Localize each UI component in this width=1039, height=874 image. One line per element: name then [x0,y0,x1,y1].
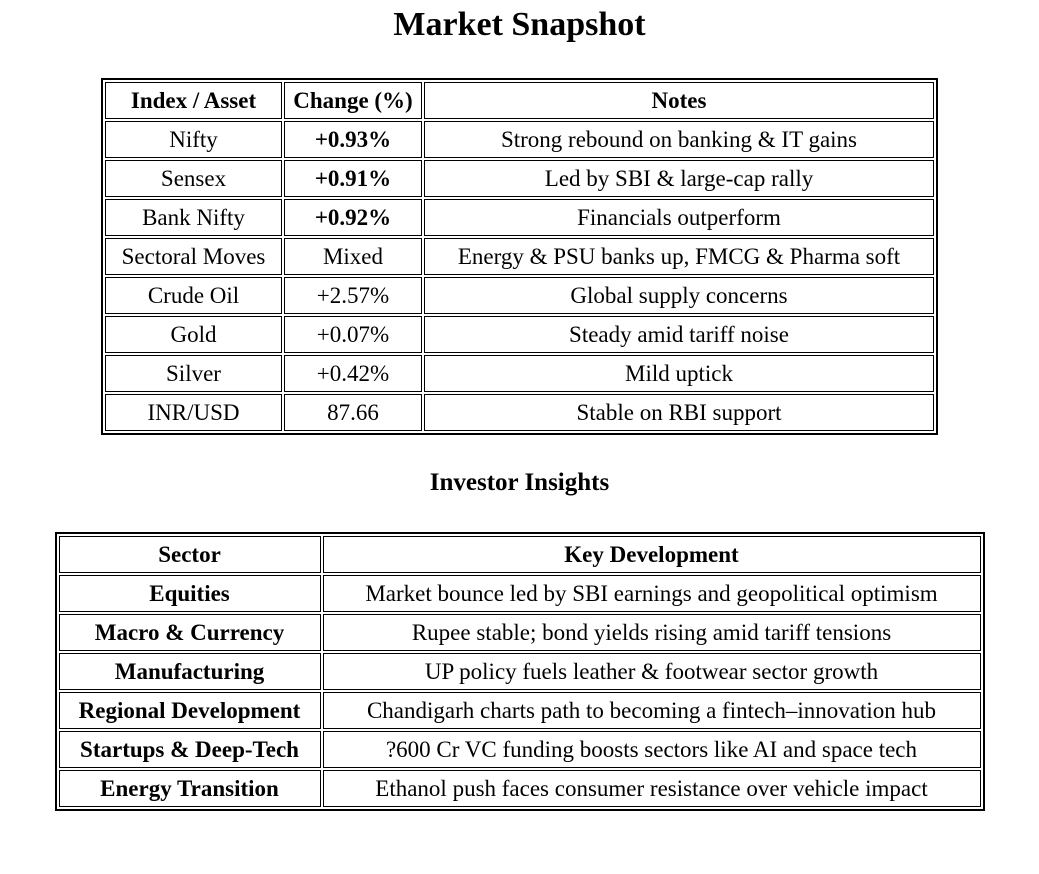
notes-cell: Strong rebound on banking & IT gains [424,121,934,158]
table-row [105,121,934,158]
sector-cell: Macro & Currency [59,614,321,651]
sector-cell: Energy Transition [59,770,321,807]
table-row [105,355,934,392]
asset-cell: INR/USD [105,394,282,431]
development-cell: UP policy fuels leather & footwear sector growth [323,653,981,690]
sector-cell: Startups & Deep-Tech [59,731,321,768]
sector-cell: Regional Development [59,692,321,729]
investor-insights-table [55,532,985,811]
notes-cell: Global supply concerns [424,277,934,314]
notes-cell: Stable on RBI support [424,394,934,431]
market-header-row [105,82,934,119]
notes-header: Notes [424,82,934,119]
notes-cell: Steady amid tariff noise [424,316,934,353]
change-cell: +0.42% [284,355,422,392]
notes-cell: Mild uptick [424,355,934,392]
table-row [105,160,934,197]
development-cell: Ethanol push faces consumer resistance over vehicle impact [323,770,981,807]
change-cell: 87.66 [284,394,422,431]
table-row [59,770,981,807]
change-cell: +0.93% [284,121,422,158]
development-header: Key Development [323,536,981,573]
market-snapshot-table [101,78,938,435]
change-cell: +0.91% [284,160,422,197]
asset-cell: Sectoral Moves [105,238,282,275]
investor-insights-title: Investor Insights [429,469,610,496]
table-row [105,394,934,431]
asset-cell: Bank Nifty [105,199,282,236]
sector-cell: Manufacturing [59,653,321,690]
table-row [105,199,934,236]
notes-cell: Led by SBI & large-cap rally [424,160,934,197]
table-row [59,731,981,768]
development-cell: Chandigarh charts path to becoming a fintech–innovation hub [323,692,981,729]
asset-cell: Gold [105,316,282,353]
change-header: Change (%) [284,82,422,119]
change-cell: Mixed [284,238,422,275]
table-row [105,238,934,275]
notes-cell: Energy & PSU banks up, FMCG & Pharma soft [424,238,934,275]
development-cell: ?600 Cr VC funding boosts sectors like AI and space tech [323,731,981,768]
asset-cell: Crude Oil [105,277,282,314]
sector-header: Sector [59,536,321,573]
asset-cell: Silver [105,355,282,392]
development-cell: Market bounce led by SBI earnings and geopolitical optimism [323,575,981,612]
market-snapshot-title: Market Snapshot [393,6,646,43]
sector-cell: Equities [59,575,321,612]
change-cell: +0.07% [284,316,422,353]
insights-header-row [59,536,981,573]
table-row [59,653,981,690]
change-cell: +2.57% [284,277,422,314]
notes-cell: Financials outperform [424,199,934,236]
table-row [59,575,981,612]
change-cell: +0.92% [284,199,422,236]
asset-cell: Nifty [105,121,282,158]
table-row [59,692,981,729]
table-row [59,614,981,651]
asset-cell: Sensex [105,160,282,197]
table-row [105,316,934,353]
table-row [105,277,934,314]
asset-header: Index / Asset [105,82,282,119]
development-cell: Rupee stable; bond yields rising amid tariff tensions [323,614,981,651]
